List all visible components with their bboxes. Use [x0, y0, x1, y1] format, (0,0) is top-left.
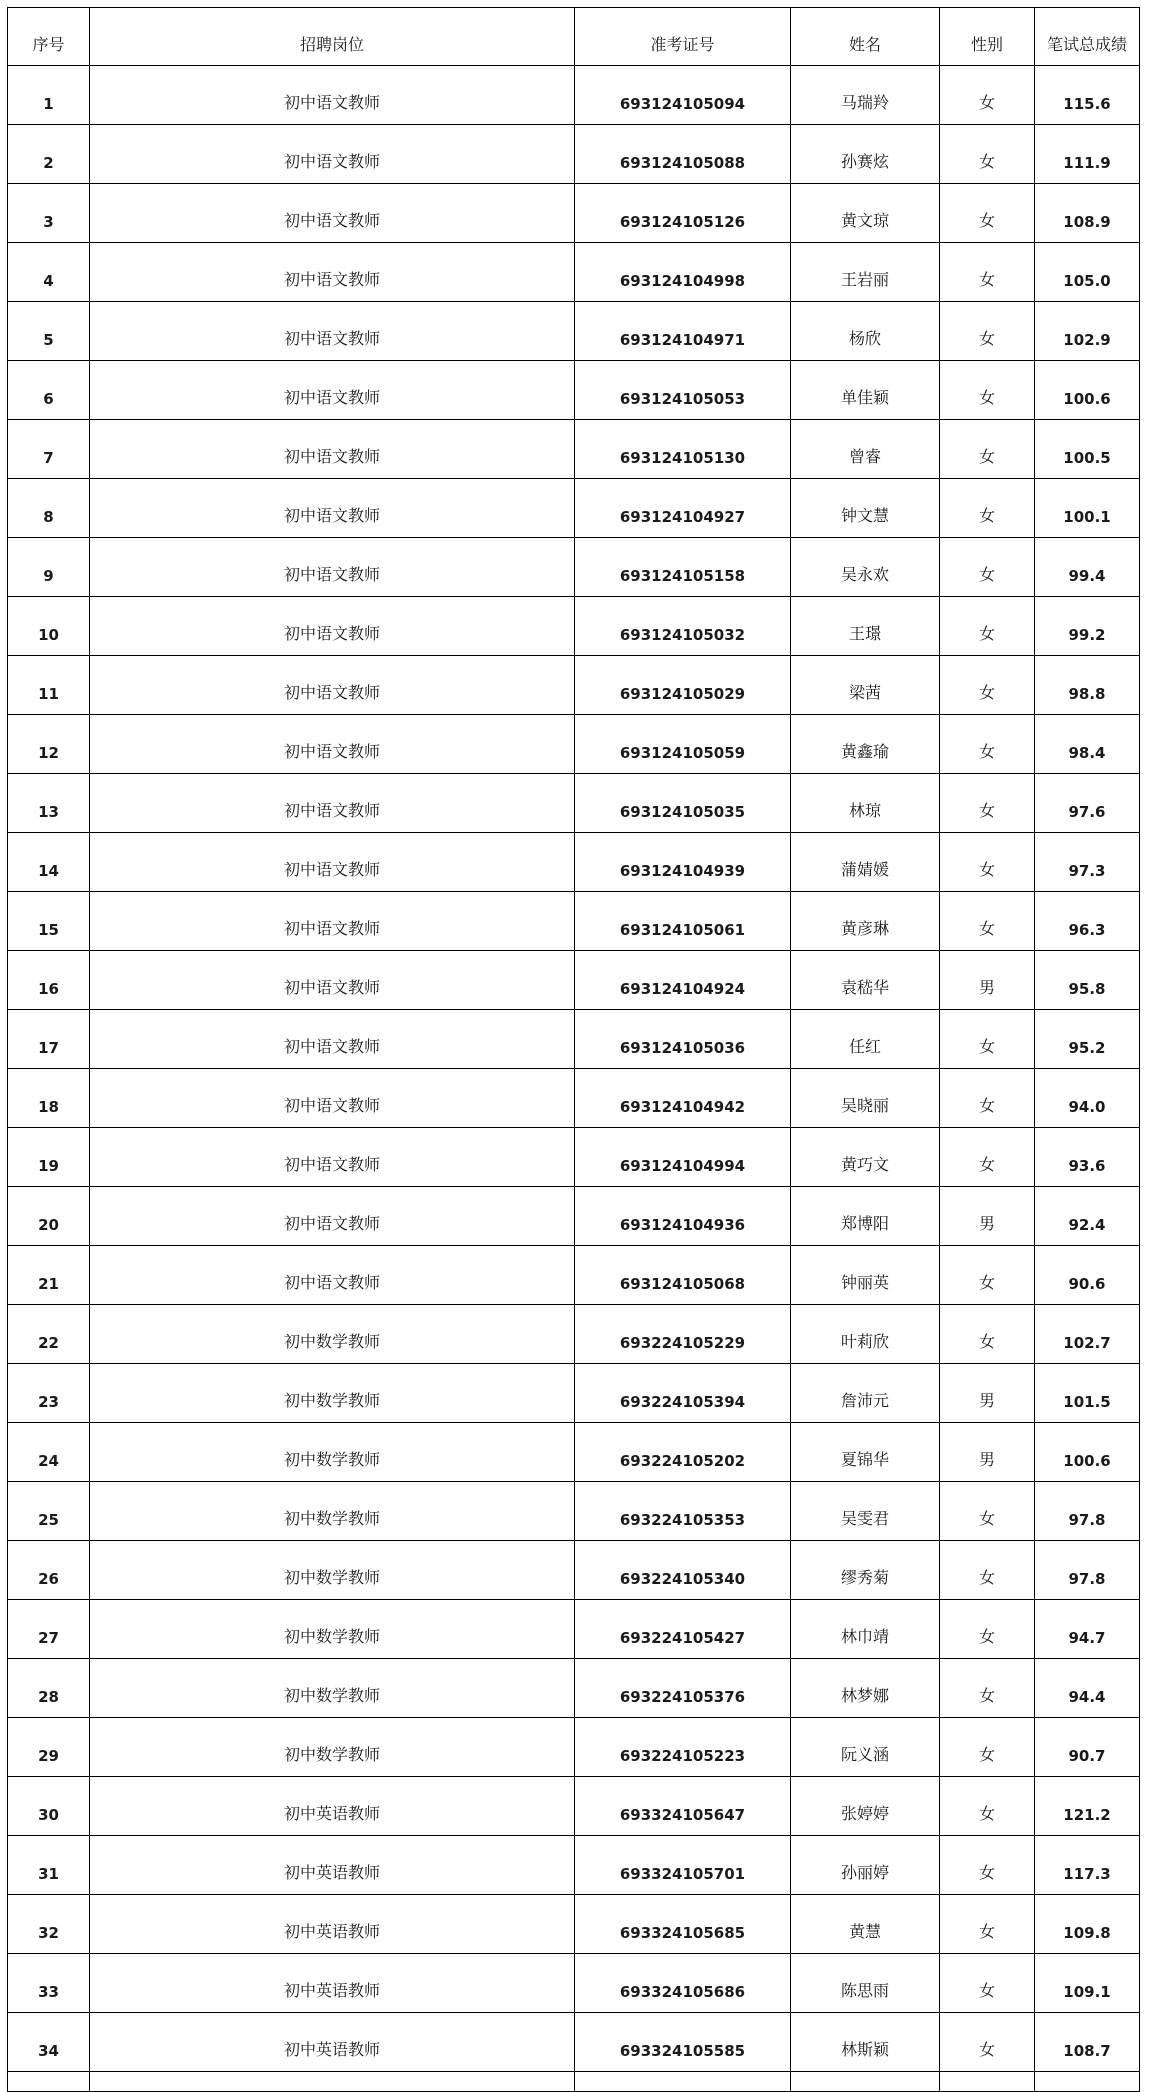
- score-cell: 115.6: [1035, 66, 1140, 125]
- score-cell: 92.4: [1035, 1187, 1140, 1246]
- name-cell: 单佳颖: [791, 361, 940, 420]
- index-cell: 6: [8, 361, 90, 420]
- ticket-cell: 693324105647: [575, 1777, 791, 1836]
- gender-cell: 女: [940, 1600, 1035, 1659]
- ticket-cell: 693124105029: [575, 656, 791, 715]
- post-cell: 初中语文教师: [90, 302, 575, 361]
- table-row: [8, 597, 1140, 656]
- post-cell: 初中语文教师: [90, 538, 575, 597]
- header-post: 招聘岗位: [90, 8, 575, 66]
- table-row: [8, 1836, 1140, 1895]
- gender-cell: 女: [940, 479, 1035, 538]
- index-cell: 25: [8, 1482, 90, 1541]
- name-cell: 郑博阳: [791, 1187, 940, 1246]
- score-cell: 97.3: [1035, 833, 1140, 892]
- gender-cell: 男: [940, 951, 1035, 1010]
- name-cell: 詹沛元: [791, 1364, 940, 1423]
- table-row-cutoff: [8, 2072, 1140, 2092]
- gender-cell: 女: [940, 1246, 1035, 1305]
- index-cell: 33: [8, 1954, 90, 2013]
- score-cell: 95.8: [1035, 951, 1140, 1010]
- score-cell: 94.7: [1035, 1600, 1140, 1659]
- gender-cell: 女: [940, 597, 1035, 656]
- gender-cell: 女: [940, 1659, 1035, 1718]
- name-cell: 孙丽婷: [791, 1836, 940, 1895]
- empty-cell: [90, 2072, 575, 2092]
- gender-cell: 女: [940, 1954, 1035, 2013]
- score-cell: 99.4: [1035, 538, 1140, 597]
- gender-cell: 女: [940, 1718, 1035, 1777]
- ticket-cell: 693124105158: [575, 538, 791, 597]
- gender-cell: 女: [940, 125, 1035, 184]
- ticket-cell: 693124105032: [575, 597, 791, 656]
- index-cell: 17: [8, 1010, 90, 1069]
- index-cell: 4: [8, 243, 90, 302]
- post-cell: 初中语文教师: [90, 656, 575, 715]
- table-row: [8, 1364, 1140, 1423]
- score-cell: 98.4: [1035, 715, 1140, 774]
- table-row: [8, 1718, 1140, 1777]
- ticket-cell: 693124104927: [575, 479, 791, 538]
- name-cell: 王岩丽: [791, 243, 940, 302]
- post-cell: 初中语文教师: [90, 715, 575, 774]
- gender-cell: 女: [940, 774, 1035, 833]
- post-cell: 初中英语教师: [90, 1895, 575, 1954]
- post-cell: 初中英语教师: [90, 2013, 575, 2072]
- table-row: [8, 1954, 1140, 2013]
- gender-cell: 女: [940, 1895, 1035, 1954]
- gender-cell: 女: [940, 1541, 1035, 1600]
- gender-cell: 男: [940, 1187, 1035, 1246]
- table-row: [8, 538, 1140, 597]
- index-cell: 14: [8, 833, 90, 892]
- ticket-cell: 693124104936: [575, 1187, 791, 1246]
- empty-cell: [575, 2072, 791, 2092]
- post-cell: 初中数学教师: [90, 1659, 575, 1718]
- ticket-cell: 693124105059: [575, 715, 791, 774]
- ticket-cell: 693124104939: [575, 833, 791, 892]
- name-cell: 马瑞羚: [791, 66, 940, 125]
- post-cell: 初中数学教师: [90, 1541, 575, 1600]
- post-cell: 初中语文教师: [90, 479, 575, 538]
- post-cell: 初中语文教师: [90, 1010, 575, 1069]
- gender-cell: 女: [940, 2013, 1035, 2072]
- gender-cell: 女: [940, 715, 1035, 774]
- index-cell: 27: [8, 1600, 90, 1659]
- score-cell: 111.9: [1035, 125, 1140, 184]
- gender-cell: 女: [940, 1777, 1035, 1836]
- table-row: [8, 125, 1140, 184]
- ticket-cell: 693224105427: [575, 1600, 791, 1659]
- name-cell: 黄巧文: [791, 1128, 940, 1187]
- table-row: [8, 1482, 1140, 1541]
- score-cell: 100.5: [1035, 420, 1140, 479]
- gender-cell: 女: [940, 538, 1035, 597]
- post-cell: 初中语文教师: [90, 66, 575, 125]
- post-cell: 初中语文教师: [90, 1187, 575, 1246]
- index-cell: 32: [8, 1895, 90, 1954]
- gender-cell: 女: [940, 1069, 1035, 1128]
- gender-cell: 女: [940, 243, 1035, 302]
- header-row: [8, 8, 1140, 66]
- post-cell: 初中数学教师: [90, 1600, 575, 1659]
- name-cell: 黄鑫瑜: [791, 715, 940, 774]
- post-cell: 初中语文教师: [90, 420, 575, 479]
- score-cell: 109.8: [1035, 1895, 1140, 1954]
- empty-cell: [1035, 2072, 1140, 2092]
- post-cell: 初中英语教师: [90, 1836, 575, 1895]
- post-cell: 初中语文教师: [90, 1069, 575, 1128]
- ticket-cell: 693124104924: [575, 951, 791, 1010]
- name-cell: 梁茜: [791, 656, 940, 715]
- name-cell: 曾睿: [791, 420, 940, 479]
- index-cell: 28: [8, 1659, 90, 1718]
- name-cell: 钟文慧: [791, 479, 940, 538]
- ticket-cell: 693224105353: [575, 1482, 791, 1541]
- table-row: [8, 1600, 1140, 1659]
- ticket-cell: 693224105394: [575, 1364, 791, 1423]
- score-cell: 97.8: [1035, 1482, 1140, 1541]
- name-cell: 叶莉欣: [791, 1305, 940, 1364]
- post-cell: 初中语文教师: [90, 125, 575, 184]
- table-row: [8, 892, 1140, 951]
- ticket-cell: 693124105035: [575, 774, 791, 833]
- table-row: [8, 1895, 1140, 1954]
- index-cell: 15: [8, 892, 90, 951]
- ticket-cell: 693124104971: [575, 302, 791, 361]
- gender-cell: 女: [940, 302, 1035, 361]
- table-row: [8, 479, 1140, 538]
- name-cell: 黄慧: [791, 1895, 940, 1954]
- header-ticket: 准考证号: [575, 8, 791, 66]
- index-cell: 13: [8, 774, 90, 833]
- index-cell: 3: [8, 184, 90, 243]
- ticket-cell: 693124104994: [575, 1128, 791, 1187]
- name-cell: 孙赛炫: [791, 125, 940, 184]
- name-cell: 林琼: [791, 774, 940, 833]
- ticket-cell: 693224105223: [575, 1718, 791, 1777]
- ticket-cell: 693224105202: [575, 1423, 791, 1482]
- name-cell: 蒲婧媛: [791, 833, 940, 892]
- score-cell: 98.8: [1035, 656, 1140, 715]
- index-cell: 24: [8, 1423, 90, 1482]
- ticket-cell: 693324105686: [575, 1954, 791, 2013]
- ticket-cell: 693124105068: [575, 1246, 791, 1305]
- gender-cell: 女: [940, 1482, 1035, 1541]
- table-row: [8, 2013, 1140, 2072]
- ticket-cell: 693124105094: [575, 66, 791, 125]
- score-cell: 90.7: [1035, 1718, 1140, 1777]
- index-cell: 21: [8, 1246, 90, 1305]
- table-row: [8, 774, 1140, 833]
- table-row: [8, 302, 1140, 361]
- name-cell: 阮义涵: [791, 1718, 940, 1777]
- gender-cell: 女: [940, 420, 1035, 479]
- post-cell: 初中语文教师: [90, 833, 575, 892]
- post-cell: 初中语文教师: [90, 774, 575, 833]
- table-row: [8, 1246, 1140, 1305]
- header-index: 序号: [8, 8, 90, 66]
- name-cell: 黄彦琳: [791, 892, 940, 951]
- name-cell: 钟丽英: [791, 1246, 940, 1305]
- index-cell: 20: [8, 1187, 90, 1246]
- score-cell: 96.3: [1035, 892, 1140, 951]
- gender-cell: 女: [940, 833, 1035, 892]
- index-cell: 12: [8, 715, 90, 774]
- index-cell: 29: [8, 1718, 90, 1777]
- score-cell: 99.2: [1035, 597, 1140, 656]
- gender-cell: 女: [940, 1010, 1035, 1069]
- ticket-cell: 693324105585: [575, 2013, 791, 2072]
- gender-cell: 女: [940, 66, 1035, 125]
- ticket-cell: 693224105229: [575, 1305, 791, 1364]
- name-cell: 王璟: [791, 597, 940, 656]
- post-cell: 初中数学教师: [90, 1423, 575, 1482]
- gender-cell: 男: [940, 1364, 1035, 1423]
- gender-cell: 男: [940, 1423, 1035, 1482]
- empty-cell: [8, 2072, 90, 2092]
- table-row: [8, 1187, 1140, 1246]
- results-sheet: [7, 7, 1139, 2092]
- index-cell: 18: [8, 1069, 90, 1128]
- empty-cell: [940, 2072, 1035, 2092]
- gender-cell: 女: [940, 1128, 1035, 1187]
- gender-cell: 女: [940, 1836, 1035, 1895]
- table-row: [8, 656, 1140, 715]
- score-cell: 109.1: [1035, 1954, 1140, 2013]
- ticket-cell: 693124104942: [575, 1069, 791, 1128]
- ticket-cell: 693124105061: [575, 892, 791, 951]
- post-cell: 初中英语教师: [90, 1954, 575, 2013]
- table-row: [8, 1069, 1140, 1128]
- table-row: [8, 1010, 1140, 1069]
- table-row: [8, 951, 1140, 1010]
- gender-cell: 女: [940, 184, 1035, 243]
- post-cell: 初中数学教师: [90, 1482, 575, 1541]
- name-cell: 林巾靖: [791, 1600, 940, 1659]
- name-cell: 张婷婷: [791, 1777, 940, 1836]
- name-cell: 陈思雨: [791, 1954, 940, 2013]
- ticket-cell: 693124105088: [575, 125, 791, 184]
- post-cell: 初中数学教师: [90, 1718, 575, 1777]
- empty-cell: [791, 2072, 940, 2092]
- gender-cell: 女: [940, 1305, 1035, 1364]
- index-cell: 1: [8, 66, 90, 125]
- name-cell: 林斯颖: [791, 2013, 940, 2072]
- gender-cell: 女: [940, 892, 1035, 951]
- name-cell: 吴雯君: [791, 1482, 940, 1541]
- header-score: 笔试总成绩: [1035, 8, 1140, 66]
- name-cell: 吴永欢: [791, 538, 940, 597]
- post-cell: 初中英语教师: [90, 1777, 575, 1836]
- header-name: 姓名: [791, 8, 940, 66]
- index-cell: 19: [8, 1128, 90, 1187]
- name-cell: 吴晓丽: [791, 1069, 940, 1128]
- score-cell: 102.9: [1035, 302, 1140, 361]
- ticket-cell: 693324105701: [575, 1836, 791, 1895]
- table-row: [8, 1423, 1140, 1482]
- table-row: [8, 1659, 1140, 1718]
- ticket-cell: 693324105685: [575, 1895, 791, 1954]
- table-row: [8, 833, 1140, 892]
- score-cell: 121.2: [1035, 1777, 1140, 1836]
- gender-cell: 女: [940, 361, 1035, 420]
- score-cell: 94.4: [1035, 1659, 1140, 1718]
- ticket-cell: 693124105130: [575, 420, 791, 479]
- gender-cell: 女: [940, 656, 1035, 715]
- post-cell: 初中语文教师: [90, 951, 575, 1010]
- name-cell: 袁嵇华: [791, 951, 940, 1010]
- table-row: [8, 66, 1140, 125]
- post-cell: 初中语文教师: [90, 184, 575, 243]
- index-cell: 30: [8, 1777, 90, 1836]
- score-cell: 100.6: [1035, 1423, 1140, 1482]
- index-cell: 11: [8, 656, 90, 715]
- table-row: [8, 184, 1140, 243]
- post-cell: 初中语文教师: [90, 597, 575, 656]
- table-body: [8, 66, 1140, 2092]
- ticket-cell: 693124105036: [575, 1010, 791, 1069]
- name-cell: 缪秀菊: [791, 1541, 940, 1600]
- index-cell: 23: [8, 1364, 90, 1423]
- score-cell: 93.6: [1035, 1128, 1140, 1187]
- index-cell: 16: [8, 951, 90, 1010]
- index-cell: 9: [8, 538, 90, 597]
- table-row: [8, 1541, 1140, 1600]
- score-cell: 97.8: [1035, 1541, 1140, 1600]
- score-cell: 97.6: [1035, 774, 1140, 833]
- header-gender: 性别: [940, 8, 1035, 66]
- index-cell: 2: [8, 125, 90, 184]
- post-cell: 初中数学教师: [90, 1305, 575, 1364]
- ticket-cell: 693224105340: [575, 1541, 791, 1600]
- score-cell: 102.7: [1035, 1305, 1140, 1364]
- score-cell: 94.0: [1035, 1069, 1140, 1128]
- ticket-cell: 693124105053: [575, 361, 791, 420]
- index-cell: 26: [8, 1541, 90, 1600]
- ticket-cell: 693224105376: [575, 1659, 791, 1718]
- score-cell: 100.1: [1035, 479, 1140, 538]
- table-row: [8, 361, 1140, 420]
- table-row: [8, 1777, 1140, 1836]
- score-cell: 105.0: [1035, 243, 1140, 302]
- score-cell: 101.5: [1035, 1364, 1140, 1423]
- table-row: [8, 243, 1140, 302]
- name-cell: 夏锦华: [791, 1423, 940, 1482]
- score-cell: 117.3: [1035, 1836, 1140, 1895]
- index-cell: 7: [8, 420, 90, 479]
- post-cell: 初中语文教师: [90, 361, 575, 420]
- post-cell: 初中语文教师: [90, 243, 575, 302]
- score-cell: 108.9: [1035, 184, 1140, 243]
- index-cell: 8: [8, 479, 90, 538]
- score-cell: 100.6: [1035, 361, 1140, 420]
- table-row: [8, 420, 1140, 479]
- score-cell: 108.7: [1035, 2013, 1140, 2072]
- ticket-cell: 693124105126: [575, 184, 791, 243]
- index-cell: 22: [8, 1305, 90, 1364]
- post-cell: 初中语文教师: [90, 1246, 575, 1305]
- score-cell: 90.6: [1035, 1246, 1140, 1305]
- index-cell: 5: [8, 302, 90, 361]
- index-cell: 31: [8, 1836, 90, 1895]
- table-row: [8, 1305, 1140, 1364]
- index-cell: 34: [8, 2013, 90, 2072]
- name-cell: 杨欣: [791, 302, 940, 361]
- name-cell: 黄文琼: [791, 184, 940, 243]
- index-cell: 10: [8, 597, 90, 656]
- name-cell: 任红: [791, 1010, 940, 1069]
- ticket-cell: 693124104998: [575, 243, 791, 302]
- score-cell: 95.2: [1035, 1010, 1140, 1069]
- table-row: [8, 1128, 1140, 1187]
- post-cell: 初中语文教师: [90, 1128, 575, 1187]
- post-cell: 初中语文教师: [90, 892, 575, 951]
- table-row: [8, 715, 1140, 774]
- results-table: [7, 7, 1140, 2092]
- post-cell: 初中数学教师: [90, 1364, 575, 1423]
- name-cell: 林梦娜: [791, 1659, 940, 1718]
